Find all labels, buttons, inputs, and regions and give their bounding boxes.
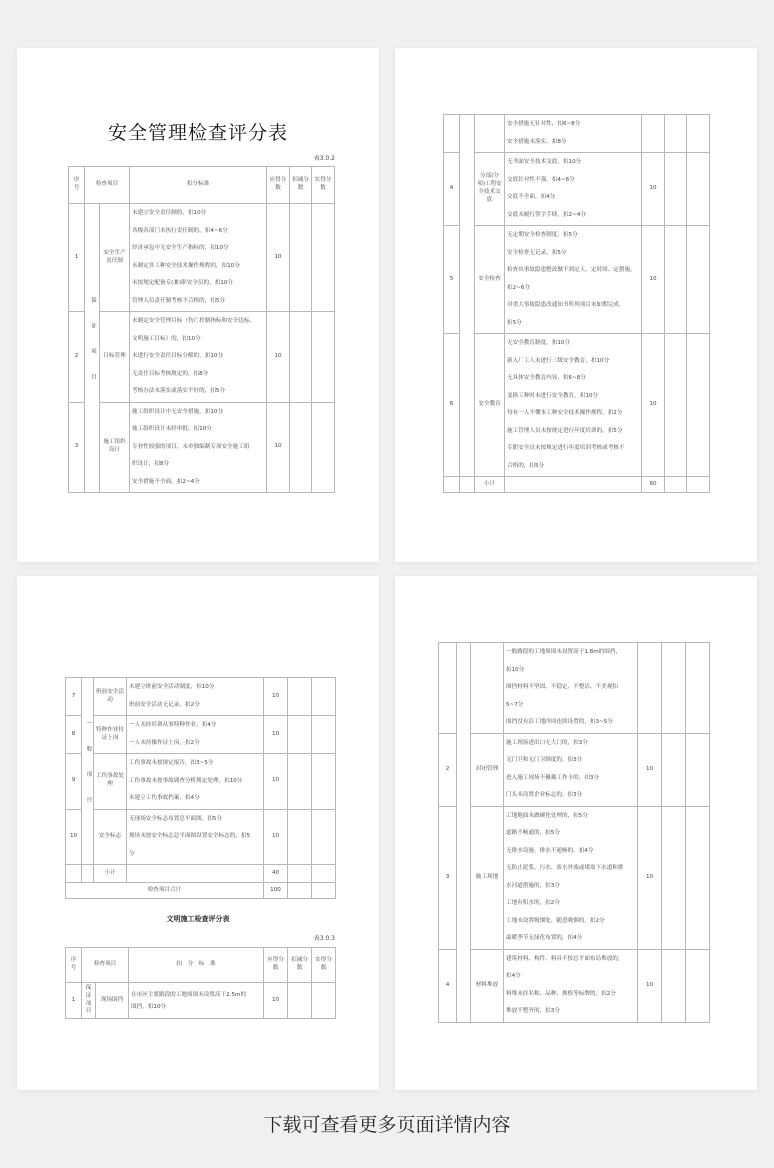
deduction-line: 对重大事故隐患改通知书所列项目未如期完成， — [507, 302, 625, 308]
actual-score — [312, 754, 336, 810]
deduct-score — [288, 754, 312, 810]
deduction-line: 未制定各工种安全技术操作规程的，扣10分 — [132, 262, 240, 269]
header-item: 检查项目 — [82, 948, 129, 983]
deduction-standard — [504, 733, 638, 806]
deduction-standard — [130, 204, 267, 312]
table-number: 表3.0.3 — [313, 935, 335, 942]
deduction-line: 新入厂工人未进行三级安全教育，扣10分 — [507, 357, 610, 364]
actual-score — [686, 733, 710, 806]
check-item: 特种作业持证上岗 — [94, 716, 127, 754]
footer-download-hint: 下载可查看更多页面详情内容 — [263, 1114, 511, 1136]
table-row — [439, 806, 710, 949]
check-item: 现场围挡 — [96, 983, 129, 1019]
deduction-line: 施工组织设计未经审批，扣10分 — [132, 426, 212, 432]
deduction-line: 进入施工现场不佩戴工作卡的，扣3分 — [506, 774, 600, 781]
deduction-standard — [504, 643, 638, 734]
check-item: 材料堆放 — [471, 949, 504, 1022]
deduction-line: 安全检查无记录，扣5分 — [507, 249, 567, 256]
check-item: 工伤事故处理 — [94, 754, 127, 810]
deduction-line: 水河道措施的，扣3分 — [506, 882, 560, 889]
deduction-line: 5~7分 — [506, 701, 524, 708]
due-score: 10 — [642, 334, 665, 477]
document-page-3 — [17, 576, 379, 1090]
header-standard: 扣 分 标 准 — [129, 948, 264, 983]
header-standard: 扣分标准 — [130, 167, 267, 204]
due-score: 10 — [264, 809, 288, 865]
table-row — [69, 402, 335, 493]
safety-score-table-general — [65, 677, 336, 899]
check-item: 安全检查 — [475, 226, 505, 334]
deduction-line: 现场未按安全标志总平面图设置安全标志的，扣5 — [129, 833, 251, 839]
table-row — [69, 312, 335, 403]
deduction-line: 道路不畅通的，扣5分 — [506, 830, 560, 836]
row-no: 4 — [439, 949, 457, 1022]
group-label: 保证项目 — [82, 983, 96, 1019]
deduction-line: 未建立工伤事故档案，扣4分 — [129, 795, 200, 801]
row-no — [444, 115, 460, 153]
check-item — [471, 643, 504, 734]
deduction-line: 未按规定配备专(兼)职安全员的，扣10分 — [132, 280, 233, 286]
due-score: 10 — [264, 678, 288, 716]
row-no: 7 — [66, 678, 82, 716]
check-item: 封闭管理 — [471, 733, 504, 806]
table-row — [66, 716, 336, 754]
due-score: 10 — [642, 226, 665, 334]
safety-score-table — [68, 166, 335, 493]
deduction-line: 安全措施不全面，扣2~4分 — [132, 478, 200, 485]
deduction-line: 无排水设施，排水不通畅的，扣4分 — [506, 847, 594, 854]
deduction-line: 扣10分 — [506, 666, 525, 673]
subtotal-label: 小计 — [475, 477, 505, 493]
deduction-standard — [127, 809, 264, 865]
deduction-line: 交底针对性不强，扣4~6分 — [507, 176, 575, 183]
deduction-standard — [504, 949, 638, 1022]
subtotal-score: 40 — [264, 865, 288, 883]
table-row — [69, 204, 335, 312]
deduct-score — [290, 204, 312, 312]
deduction-line: 考核办法未落实或落实不好的，扣5分 — [132, 388, 226, 394]
actual-score — [687, 334, 710, 477]
deduct-score — [662, 949, 686, 1022]
deduction-line: 每有一人不懂本工种安全技术操作规程，扣2分 — [507, 410, 623, 416]
actual-score — [687, 153, 710, 226]
deduction-line: 一人未持操作证上岗，扣2分 — [129, 739, 200, 746]
deduction-line: 在市区主要路段的工地周围未设置高于2.5m的 — [131, 991, 247, 998]
page-title: 安全管理检查评分表 — [107, 122, 288, 144]
deduction-line: 检查出事故隐患整改做不到定人、定时间、定措施， — [507, 267, 636, 273]
group-label: 保证项目 — [85, 204, 100, 493]
table-row — [439, 643, 710, 734]
deduction-line: 一般路段的工地周围未设置高于1.8m的围挡， — [506, 649, 622, 655]
deduction-line: 料堆未挂名称、品种、规格等标牌的，扣2分 — [506, 990, 616, 997]
header-deduct: 扣减分数 — [290, 167, 312, 204]
deduction-line: 工地地面未做硬化处理的，扣5分 — [506, 812, 588, 819]
row-no: 2 — [69, 312, 85, 403]
actual-score — [312, 312, 335, 403]
check-item: 安全生产责任制 — [100, 204, 130, 312]
document-page-1 — [17, 48, 379, 562]
deduction-line: 施工组织设计中无安全措施，扣10分 — [132, 408, 224, 415]
deduction-line: 施工管理人员未按规定进行年度培训的，扣5分 — [507, 427, 623, 434]
table-row — [444, 334, 710, 477]
deduction-line: 专职安全员未按规定进行年度培训考核或考核不 — [507, 445, 625, 451]
check-item: 分部(分项)工程安全技术交底 — [475, 153, 505, 226]
deduction-line: 未进行安全责任目标分解的，扣10分 — [132, 353, 224, 359]
table-row — [66, 678, 336, 716]
deduction-standard — [127, 716, 264, 754]
deduct-score — [662, 643, 686, 734]
row-no: 1 — [66, 983, 82, 1019]
deduction-line: 围挡没有沿工地四周连续设置的，扣3~5分 — [506, 719, 613, 725]
table-row — [439, 733, 710, 806]
deduct-score — [288, 809, 312, 865]
deduction-line: 围挡，扣10分 — [131, 1003, 167, 1010]
row-no: 2 — [439, 733, 457, 806]
actual-score — [312, 809, 336, 865]
deduction-line: 无防止泥浆、污水、废水外流或堵塞下水道和排 — [506, 865, 624, 871]
document-page-4 — [395, 576, 757, 1090]
deduction-standard — [130, 312, 267, 403]
header-actual: 实得分数 — [312, 948, 336, 983]
actual-score — [312, 716, 336, 754]
actual-score — [687, 115, 710, 153]
deduction-line: 扣2~6分 — [507, 284, 530, 291]
deduct-score — [288, 678, 312, 716]
due-score: 10 — [267, 204, 290, 312]
group-label: 一般项目 — [82, 678, 94, 865]
due-score: 10 — [264, 754, 288, 810]
table-number: 表3.0.2 — [313, 155, 335, 162]
header-item: 检查项目 — [85, 167, 130, 204]
deduction-line: 工地有积水的，扣2分 — [506, 900, 560, 906]
deduction-line: 未制定安全管理目标（伤亡控制指标和安全达标、 — [132, 318, 256, 324]
header-no: 序号 — [66, 948, 82, 983]
deduction-line: 无具体安全教育内容，扣6~8分 — [507, 375, 586, 381]
row-no: 6 — [444, 334, 460, 477]
deduction-standard — [505, 226, 642, 334]
table-row — [66, 754, 336, 810]
row-no: 10 — [66, 809, 82, 865]
deduction-line: 文明施工目标）的，扣10分 — [132, 335, 201, 342]
deduction-standard — [505, 153, 642, 226]
subtotal-label: 小计 — [94, 865, 127, 883]
deduction-line: 工地未设置吸烟处、随意吸烟的，扣2分 — [506, 917, 605, 924]
deduction-line: 无书面安全技术交底，扣10分 — [507, 159, 582, 165]
deduction-line: 无门卫和无门卫制度的，扣3分 — [506, 757, 583, 763]
table-row — [439, 949, 710, 1022]
deduction-line: 温暖季节无绿化布置的，扣4分 — [506, 935, 583, 941]
deduct-score — [665, 115, 687, 153]
civil-construction-table — [65, 947, 336, 1019]
deduction-line: 经济承包中无安全生产指标的，扣10分 — [132, 245, 229, 251]
deduction-line: 分 — [129, 850, 135, 857]
row-no: 3 — [439, 806, 457, 949]
deduction-line: 班前安全活动无记录，扣2分 — [129, 701, 200, 708]
due-score: 10 — [267, 402, 290, 493]
deduction-line: 门头未设置企业标志的，扣3分 — [506, 792, 583, 798]
actual-score — [312, 678, 336, 716]
deduction-line: 无现场安全标志布置总平面图，扣5分 — [129, 815, 223, 822]
check-item: 安全标志 — [94, 809, 127, 865]
deduction-line: 变换工种时未进行安全教育，扣10分 — [507, 392, 599, 399]
check-item: 安全教育 — [475, 334, 505, 477]
header-due: 应得分数 — [267, 167, 290, 204]
deduct-score — [290, 402, 312, 493]
row-no: 8 — [66, 716, 82, 754]
check-item: 班前安全活动 — [94, 678, 127, 716]
due-score: 10 — [267, 312, 290, 403]
deduct-score — [288, 716, 312, 754]
due-score: 10 — [264, 716, 288, 754]
group-label — [457, 643, 471, 1023]
actual-score — [312, 402, 335, 493]
subtotal-score: 60 — [642, 477, 665, 493]
due-score: 10 — [642, 153, 665, 226]
actual-score — [686, 949, 710, 1022]
deduction-line: 未建立班前安全活动制度，扣10分 — [129, 684, 215, 690]
deduction-line: 无责任目标考核规定的，扣8分 — [132, 370, 209, 377]
actual-score — [686, 806, 710, 949]
actual-score — [687, 226, 710, 334]
header-actual: 实得分数 — [312, 167, 335, 204]
deduction-line: 织设计，扣8分 — [132, 461, 170, 467]
deduction-standard — [127, 678, 264, 716]
deduction-standard — [127, 754, 264, 810]
deduction-line: 围挡材料不坚固、不稳定、不整洁、不美观扣 — [506, 684, 618, 690]
check-item — [475, 115, 505, 153]
check-item: 施工场地 — [471, 806, 504, 949]
row-no: 1 — [69, 204, 85, 312]
deduction-line: 未建立安全责任制的，扣10分 — [132, 210, 207, 216]
header-no: 序号 — [69, 167, 85, 204]
deduction-line: 安全措施未落实，扣8分 — [507, 138, 567, 145]
due-score — [638, 643, 662, 734]
deduction-line: 施工现场进出口无大门的，扣3分 — [506, 739, 588, 746]
deduct-score — [665, 226, 687, 334]
table-row — [444, 153, 710, 226]
actual-score — [312, 204, 335, 312]
safety-score-table-continued — [443, 114, 710, 493]
actual-score — [686, 643, 710, 734]
deduction-line: 交底不全面，扣4分 — [507, 194, 556, 200]
check-item: 目标管理 — [100, 312, 130, 403]
deduction-line: 扣5分 — [507, 319, 522, 326]
deduct-score — [665, 334, 687, 477]
deduction-line: 各级各部门未执行责任制的，扣4~6分 — [132, 227, 228, 234]
header-due: 应得分数 — [264, 948, 288, 983]
deduction-line: 安全措施无针对性，扣6~8分 — [507, 121, 581, 127]
deduction-line: 无定期安全检查制度，扣5分 — [507, 232, 578, 238]
deduct-score — [662, 733, 686, 806]
total-score: 100 — [264, 883, 288, 899]
due-score: 10 — [638, 733, 662, 806]
row-no: 4 — [444, 153, 460, 226]
due-score — [642, 115, 665, 153]
group-label — [460, 115, 475, 477]
civil-construction-table-continued — [438, 642, 710, 1023]
row-no — [439, 643, 457, 734]
deduction-line: 工伤事故未按事故调查分析规定处理，扣10分 — [129, 777, 243, 784]
deduction-line: 工伤事故未按规定报告，扣3~5分 — [129, 760, 214, 766]
deduction-line: 扣4分 — [506, 973, 521, 979]
total-label: 检查项目合计 — [66, 883, 264, 899]
header-deduct: 扣减分数 — [288, 948, 312, 983]
document-page-2 — [395, 48, 757, 562]
due-score: 10 — [638, 949, 662, 1022]
table-row — [444, 226, 710, 334]
row-no: 3 — [69, 402, 85, 493]
section-title: 文明施工检查评分表 — [166, 915, 230, 923]
deduct-score — [290, 312, 312, 403]
deduction-line: 管理人员责任制考核不合格的，扣5分 — [132, 297, 226, 304]
table-row — [66, 809, 336, 865]
deduction-line: 专业性较强的项目，未单独编制专项安全施工组 — [132, 443, 250, 450]
deduct-score — [665, 153, 687, 226]
deduct-score — [662, 806, 686, 949]
deduction-standard — [505, 115, 642, 153]
due-score: 10 — [638, 806, 662, 949]
deduction-line: 无安全教育制度，扣10分 — [507, 340, 571, 346]
deduction-line: 建筑材料、构件、料具不按总平面布局堆放的， — [506, 955, 624, 962]
deduction-standard — [504, 806, 638, 949]
due-score: 10 — [264, 983, 288, 1019]
deduction-line: 一人未经培训从事特种作业，扣4分 — [129, 722, 217, 728]
row-no: 5 — [444, 226, 460, 334]
check-item: 施工组织设计 — [100, 402, 130, 493]
deduction-line: 交底未履行签字手续，扣2~4分 — [507, 211, 586, 218]
deduction-line: 合格的，扣5分 — [507, 462, 545, 469]
deduction-standard — [505, 334, 642, 477]
table-row — [444, 115, 710, 153]
deduction-line: 堆放不整齐的，扣3分 — [506, 1008, 560, 1014]
deduction-standard — [130, 402, 267, 493]
row-no: 9 — [66, 754, 82, 810]
